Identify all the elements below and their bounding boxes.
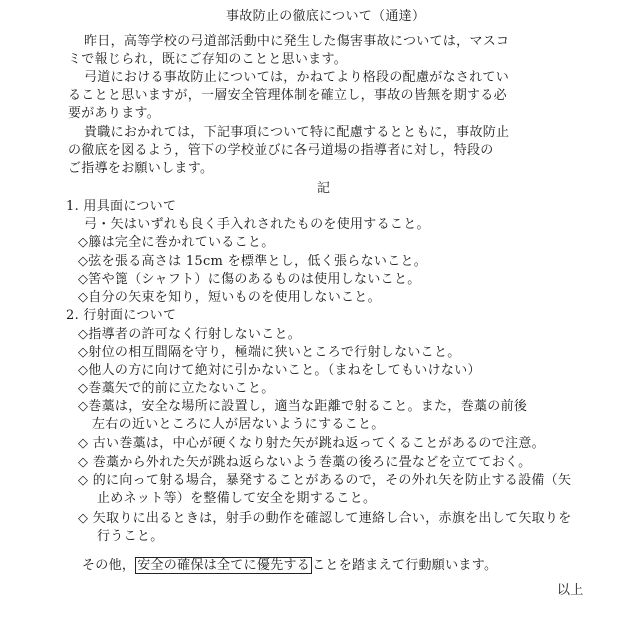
ki-heading: 記 [317,181,331,196]
closing-after: ことを踏まえて行動願います。 [312,558,498,573]
intro-line: ることと思いますが，一層安全管理体制を確立し，事故の皆無を期する必 [68,88,507,103]
list-item: ◇籐は完全に巻かれていること。 [78,235,275,250]
list-item: ◇巻藁は，安全な場所に設置し，適当な距離で射ること。また，巻藁の前後 [78,399,528,414]
intro-line: ご指導をお願いします。 [68,161,214,176]
list-item: ◇弦を張る高さは 15cm を標準とし，低く張らないこと。 [78,254,428,269]
list-item: ◇自分の矢束を知り，短いものを使用しないこと。 [78,290,381,305]
closing-sentence [82,558,497,574]
list-item: ◇ 矢取りに出るときは，射手の動作を確認して連絡し合い，赤旗を出して矢取りを [78,511,572,526]
list-item: ◇巻藁矢で的前に立たないこと。 [78,381,275,396]
emphasis-box: 安全の確保は全てに優先する [137,558,311,573]
list-item: ◇ 的に向って射る場合，暴発することがあるので，その外れ矢を防止する設備（矢 [78,473,572,488]
closing-before: その他， [82,558,136,573]
intro-line: の徹底を図るよう，管下の学校並びに各弓道場の指導者に対し，特段の [68,143,494,158]
section-heading: 1. 用具面について [66,199,177,214]
list-item: 止めネット等）を整備して安全を期すること。 [97,491,377,506]
list-item: ◇ 巻藁から外れた矢が跳ね返らないよう巻藁の後ろに畳などを立てておく。 [78,455,532,470]
end-mark: 以上 [557,583,584,598]
list-item: ◇射位の相互間隔を守り，極端に狭いところで行射しないこと。 [78,345,461,360]
list-item: ◇他人の方に向けて絶対に引かないこと。（まねをしてもいけない） [78,363,481,378]
document-title: 事故防止の徹底について（通達） [226,9,426,24]
section-heading: 2. 行射面について [66,308,177,323]
list-item: ◇筈や篦（シャフト）に傷のあるものは使用しないこと。 [78,272,421,287]
intro-line: 弓道における事故防止については，かねてより格段の配慮がなされてい [84,70,510,85]
intro-line: 昨日，高等学校の弓道部活動中に発生した傷害事故については，マスコ [84,34,510,49]
list-item: 弓・矢はいずれも良く手入れされたものを使用すること。 [84,217,430,232]
list-item: ◇ 古い巻藁は，中心が硬くなり射た矢が跳ね返ってくることがあるので注意。 [78,436,545,451]
list-item: 左右の近いところに人が居ないようにすること。 [92,417,385,432]
list-item: 行うこと。 [97,529,164,544]
intro-line: ミで報じられ，既にご存知のことと思います。 [68,52,348,67]
list-item: ◇指導者の許可なく行射しないこと。 [78,327,302,342]
intro-line: 貴職におかれては，下記事項について特に配慮するとともに，事故防止 [84,125,510,140]
intro-line: 要があります。 [68,106,161,121]
